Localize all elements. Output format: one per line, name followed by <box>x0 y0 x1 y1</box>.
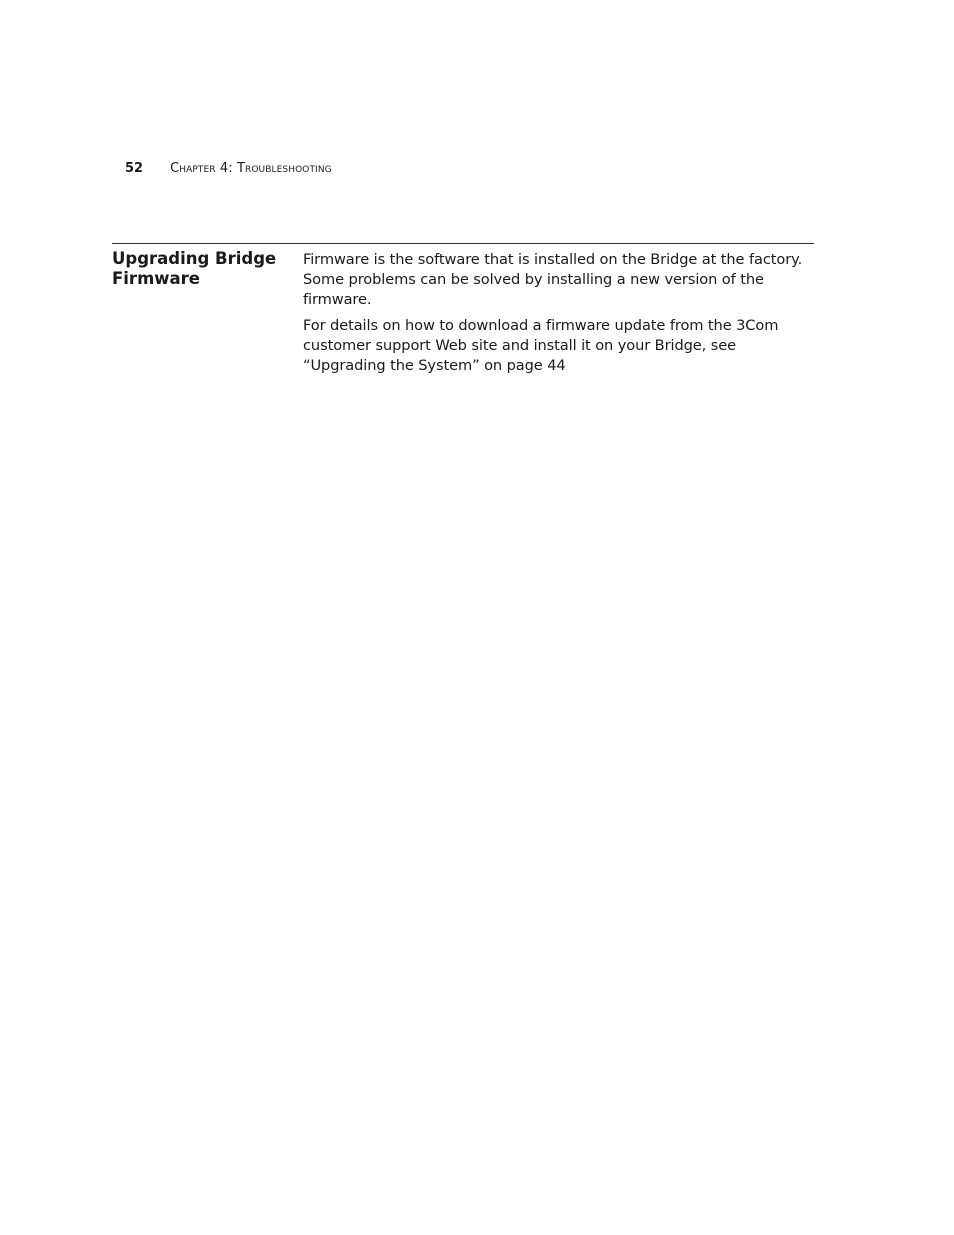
section-body <box>303 250 818 382</box>
body-paragraph: For details on how to download a firmware update from the 3Com customer support Web site and install it on your Bridge, see “Upgrading the System” on page 44 <box>303 317 779 374</box>
body-paragraph: Firmware is the software that is installed on the Bridge at the factory. Some problems can be solved by installing a new version of the firmware. <box>303 251 803 308</box>
section-heading: Upgrading Bridge Firmware <box>112 249 277 288</box>
page-number: 52 <box>125 161 144 176</box>
chapter-title: Chapter 4: Troubleshooting <box>170 161 332 176</box>
running-header <box>125 161 332 176</box>
section-divider <box>112 243 814 244</box>
